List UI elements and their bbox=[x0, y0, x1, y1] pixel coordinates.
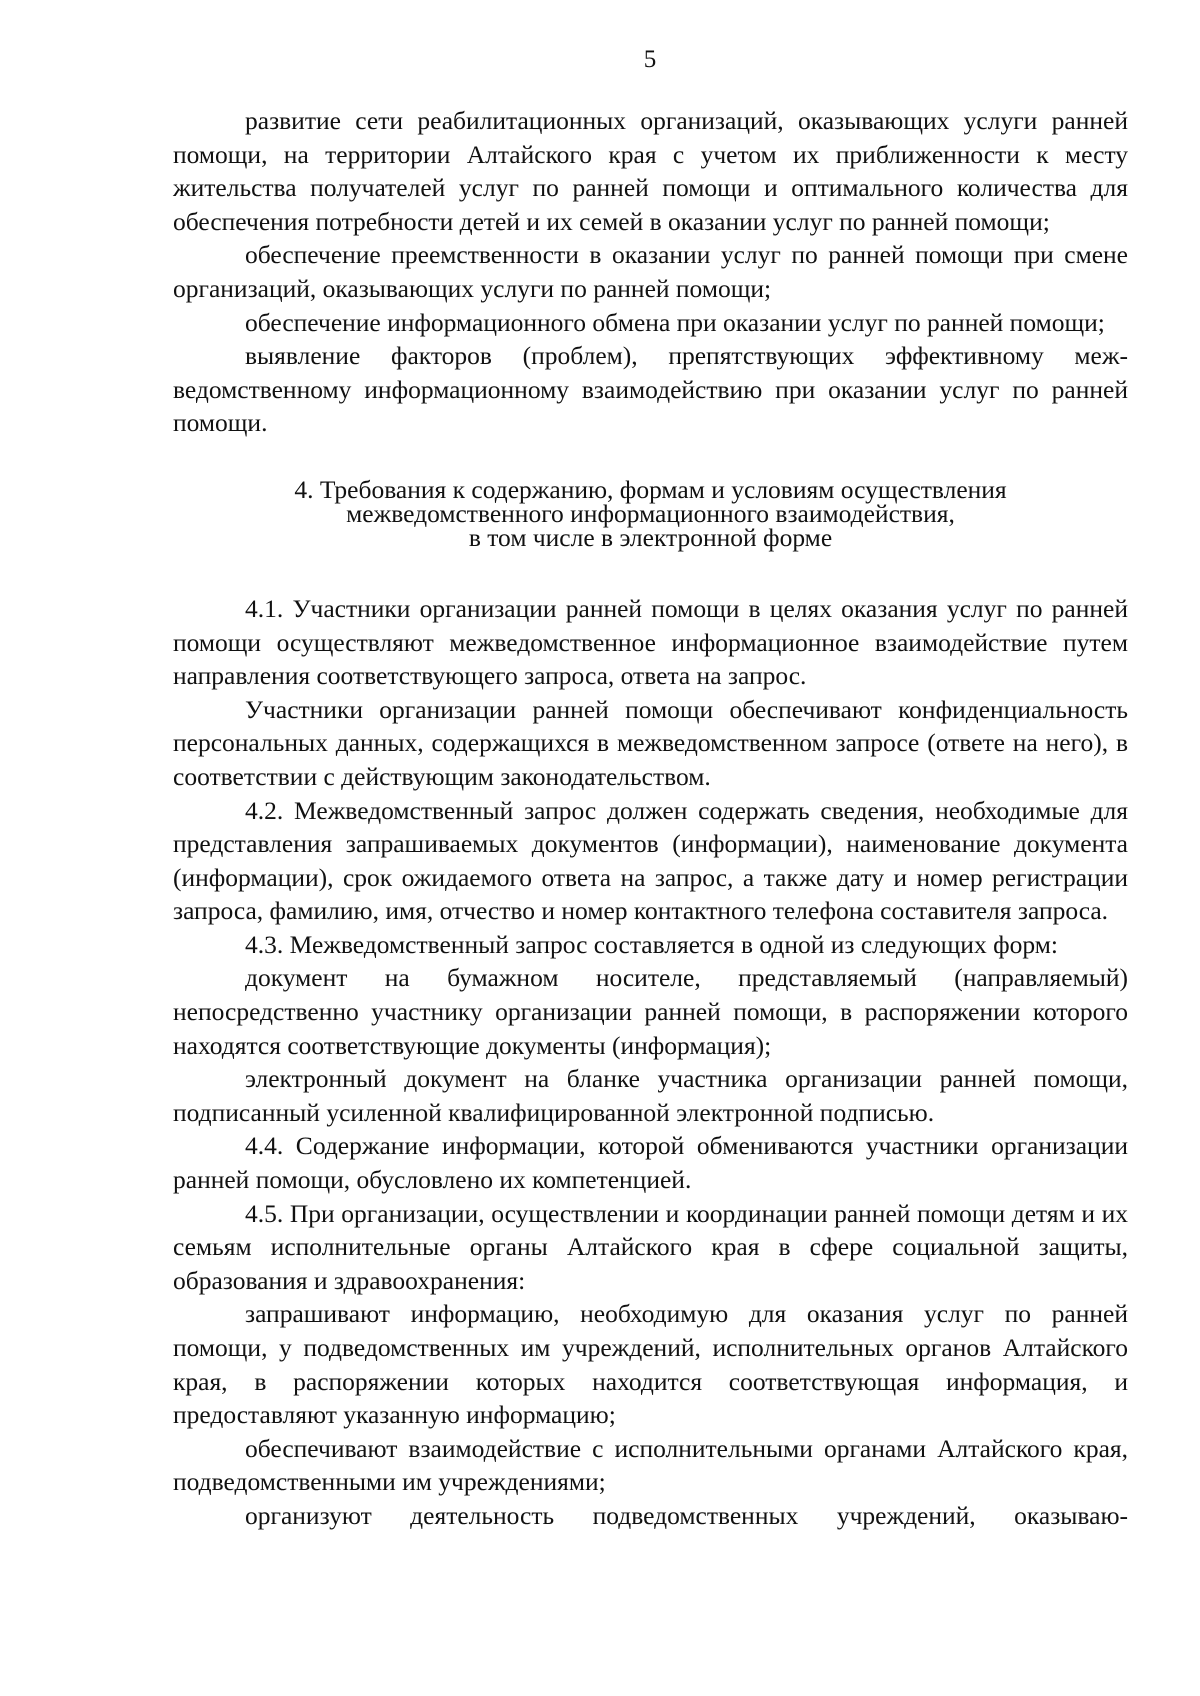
paragraph-info-exchange: обеспечение информационного обмена при оказании услуг по ранней помощи; bbox=[245, 307, 1105, 337]
section-heading-line: в том числе в электронной форме bbox=[468, 522, 833, 552]
section-heading-line: 4. Требования к содержанию, формам и условиям осуществления bbox=[294, 474, 1007, 504]
paragraph-4-1: 4.1. Участники организации ранней помощи в целях оказания услуг по ранней помощи осуществляют межведомственное информационное взаимодействие путем направления соответствующего запроса, ответа на запрос. bbox=[173, 593, 1128, 691]
paragraph-confidentiality: Участники организации ранней помощи обеспечивают конфиденциальность персональных данных, содержащихся в межведомственном запросе (ответе на него), в соответствии с действующим законодательством. bbox=[173, 694, 1128, 791]
section-heading-4 bbox=[173, 474, 1128, 552]
paragraph-4-2: 4.2. Межведомственный запрос должен содержать сведения, необходимые для представления запрашиваемых документов (информации), наименование документа (информации), срок ожидаемого ответа на запрос, а также дату и номер регистрации запроса, фамилию, имя, отчество и номер контактного телефона составителя запроса. bbox=[173, 795, 1128, 926]
page-number: 5 bbox=[643, 46, 657, 73]
paragraph-rehab-network: развитие сети реабилитационных организаций, оказывающих услуги ранней помощи, на территории Алтайского края с учетом их приближенности к месту жительства получателей услуг по ранней помощи и оптимального количества для обеспечения потребности детей и их семей в оказании услуг по ранней помощи; bbox=[173, 106, 1128, 236]
document-body bbox=[173, 104, 1128, 1533]
paragraph-request-info: запрашивают информацию, необходимую для оказания услуг по ранней помощи, у подведомственных им учреждений, исполнительных органов Алтайского края, в распоряжении которых находится соответствующая информация, и предоставляют указанную информацию; bbox=[173, 1299, 1128, 1430]
paragraph-4-3: 4.3. Межведомственный запрос составляется в одной из следующих форм: bbox=[245, 929, 1058, 959]
paragraph-ensure-interaction: обеспечивают взаимодействие с исполнительными органами Алтайского края, подведомственными им учреждениями; bbox=[173, 1433, 1128, 1497]
paragraph-4-4: 4.4. Содержание информации, которой обмениваются участники организации ранней помощи, обусловлено их компетенцией. bbox=[173, 1131, 1128, 1195]
section-heading-line: межведомственного информационного взаимодействия, bbox=[346, 498, 955, 528]
paragraph-problem-factors: выявление факторов (проблем), препятствующих эффективному межведомственному информационному взаимодействию при оказании услуг по ранней помощи. bbox=[173, 341, 1128, 438]
paragraph-electronic-form: электронный документ на бланке участника организации ранней помощи, подписанный усиленной квалифицированной электронной подписью. bbox=[173, 1064, 1128, 1127]
paragraph-continuity: обеспечение преемственности в оказании услуг по ранней помощи при смене организаций, оказывающих услуги по ранней помощи; bbox=[173, 240, 1128, 303]
paragraph-paper-form: документ на бумажном носителе, представляемый (направляемый) непосредственно участнику организации ранней помощи, в распоряжении которого находятся соответствующие документы (информация); bbox=[173, 963, 1128, 1060]
paragraph-4-5: 4.5. При организации, осуществлении и координации ранней помощи детям и их семьям исполнительные органы Алтайского края в сфере социальной защиты, образования и здравоохранения: bbox=[173, 1198, 1128, 1295]
paragraph-organize-activity: организуют деятельность подведомственных учреждений, оказываю- bbox=[245, 1500, 1128, 1530]
